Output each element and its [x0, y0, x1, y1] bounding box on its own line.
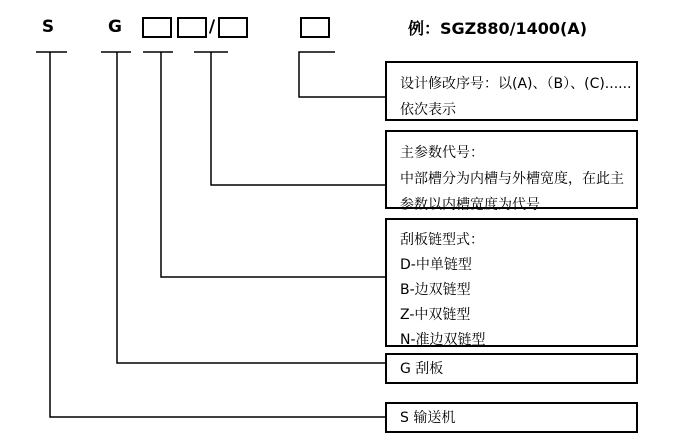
connector-revision	[299, 52, 386, 97]
label-line: 参数以内槽宽度为代号	[400, 197, 540, 213]
label-line: Z-中双链型	[400, 307, 471, 323]
connector-chain-type	[143, 52, 385, 277]
label-line: N-准边双链型	[400, 332, 486, 348]
label-line: 中部槽分为内槽与外槽宽度，在此主	[400, 171, 624, 187]
code-letter-g: G	[108, 17, 122, 37]
label-line: B-边双链型	[400, 282, 471, 298]
example-text: 例：SGZ880/1400(A)	[408, 19, 588, 38]
label-line: 依次表示	[400, 102, 456, 118]
code-box-outer-width	[218, 17, 248, 38]
label-box-revision	[385, 61, 638, 121]
label-line: D-中单链型	[400, 257, 472, 273]
label-line: 设计修改序号：以(A)、（B）、(C)......	[400, 76, 632, 92]
label-line: S 输送机	[400, 409, 456, 426]
code-box-inner-width	[177, 17, 207, 38]
label-box-scraper	[385, 353, 638, 384]
label-box-conveyor	[385, 402, 638, 433]
connector-scraper	[101, 52, 385, 363]
label-line: G 刮板	[400, 360, 444, 377]
code-box-chain-type	[142, 17, 172, 38]
label-line: 刮板链型式：	[400, 232, 484, 248]
label-box-main-param	[385, 130, 638, 213]
label-box-chain-type	[385, 218, 638, 347]
connector-main-param	[194, 52, 385, 185]
label-line: 主参数代号：	[400, 145, 484, 161]
code-letter-s: S	[41, 17, 55, 37]
code-box-revision	[300, 17, 330, 38]
code-slash: /	[208, 17, 216, 37]
